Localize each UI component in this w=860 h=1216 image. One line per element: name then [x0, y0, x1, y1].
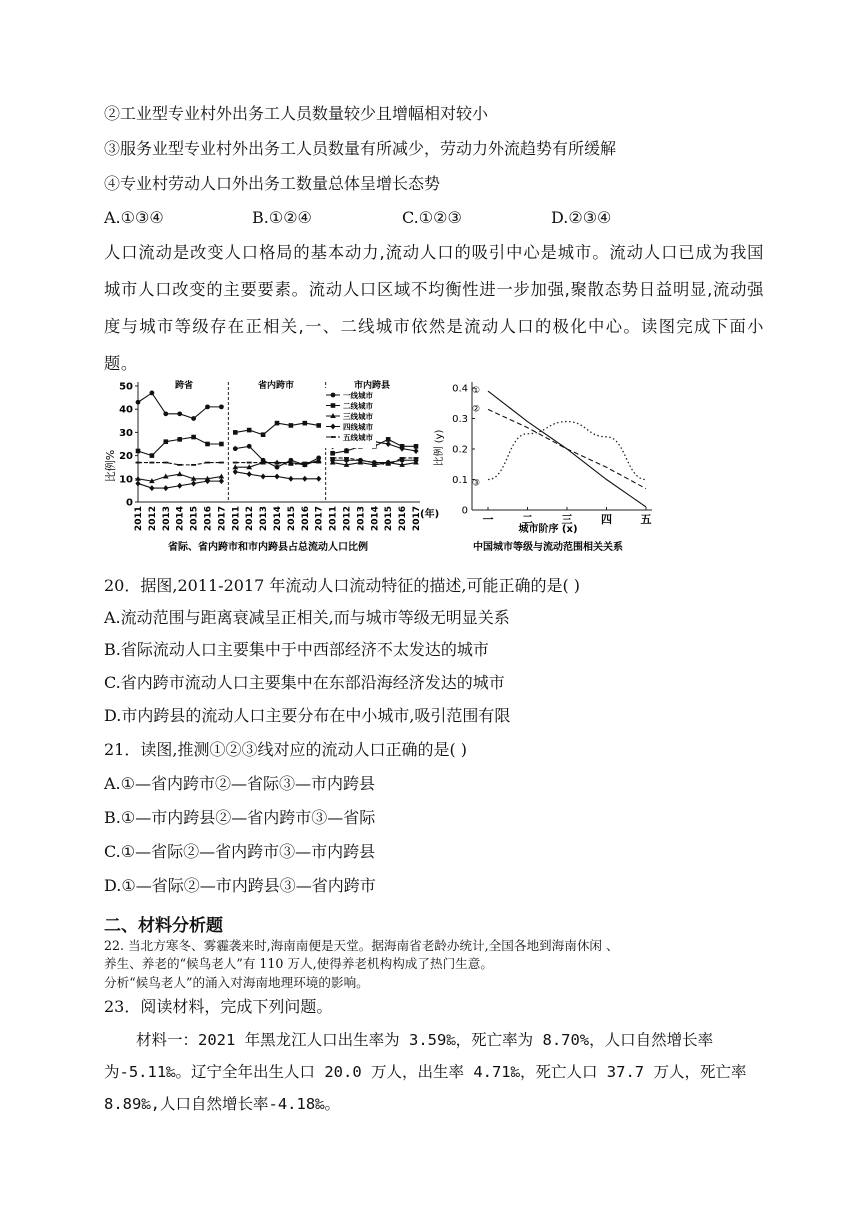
- chart1-xtick-label: 2017: [217, 506, 228, 532]
- chart1-point-5: [205, 462, 210, 464]
- chart1-xtick-label: 2013: [259, 506, 270, 532]
- chart1-xtick-label: 2015: [286, 506, 297, 532]
- chart1-point-1: [136, 400, 141, 405]
- chart1-ytick-label: 10: [119, 474, 133, 486]
- chart1-point-2: [414, 444, 419, 449]
- chart1-section-label-1: 跨省: [174, 381, 194, 391]
- chart2-series-line-3: [488, 422, 646, 480]
- q22-line-2: 养生、养老的“候鸟老人”有 110 万人,使得养老机构构成了热门生意。: [104, 956, 493, 971]
- chart1-point-5: [372, 462, 377, 464]
- chart1-ylabel: 比例%: [104, 449, 117, 483]
- chart1-xtick-label: 2015: [189, 506, 200, 532]
- chart1-point-5: [302, 462, 307, 464]
- chart2-ytick-label: 0.4: [452, 383, 468, 395]
- chart1-point-1: [163, 411, 168, 416]
- chart1-xtick-label: 2012: [147, 506, 158, 532]
- chart1-point-5: [344, 457, 349, 459]
- chart2-series-label-3: ③: [471, 478, 481, 489]
- chart1-point-5: [330, 457, 335, 459]
- q20-option-b[interactable]: B.省际流动人口主要集中于中西部经济不太发达的城市: [104, 640, 489, 659]
- chart2-series-label-1: ①: [471, 386, 481, 397]
- q21-option-a[interactable]: A.①—省内跨市②—省际③—市内跨县: [104, 774, 375, 793]
- q23-stem: 23．阅读材料，完成下列问题。: [104, 997, 333, 1016]
- chart1-point-4: [233, 469, 238, 475]
- chart1-xtick-label: 2016: [203, 506, 214, 532]
- chart1-point-5: [163, 462, 168, 464]
- chart1-ytick-label: 20: [119, 451, 133, 463]
- chart1-point-4: [274, 473, 279, 479]
- chart2-caption: 中国城市等级与流动范围相关关系: [473, 542, 623, 553]
- chart1-point-2: [386, 437, 391, 442]
- q19-statement-2: ②工业型专业村外出务工人员数量较少且增幅相对较小: [104, 104, 489, 123]
- chart1-xtick-label: 2017: [314, 506, 325, 532]
- chart1-point-5: [149, 462, 154, 464]
- chart1-ytick-label: 40: [119, 404, 133, 416]
- chart1-point-4: [219, 478, 224, 484]
- q21-option-d[interactable]: D.①—省际②—市内跨县③—省内跨市: [104, 876, 376, 895]
- chart1-point-3: [135, 476, 141, 481]
- q19-option-c[interactable]: C.①②③: [402, 208, 462, 227]
- q23-material-1: 材料一：2021 年黑龙江人口出生率为 3.59‰，死亡率为 8.70%，人口自然增长率为-5.11‰。辽宁全年出生人口 20.0 万人，出生率 4.71‰，死亡人口 37.7 万人，死亡率 8.89‰,人口自然增长率-4.18‰。: [104, 1031, 747, 1113]
- chart1-ytick-label: 30: [119, 427, 133, 439]
- chart1-point-4: [413, 448, 418, 454]
- chart2-ytick-label: 0.2: [452, 444, 468, 456]
- chart1-legend-label: 五线城市: [343, 433, 373, 442]
- chart1-xtick-label: 2012: [342, 506, 353, 532]
- q19-option-b[interactable]: B.①②④: [252, 208, 312, 227]
- chart1-point-1: [247, 444, 252, 449]
- chart1-point-2: [303, 421, 308, 426]
- chart1-point-2: [233, 430, 238, 435]
- chart1-xtick-label: 2011: [134, 506, 144, 532]
- section2-heading: 二、材料分析题: [104, 916, 223, 936]
- chart2-xtick-label: 二: [522, 513, 533, 526]
- chart1-legend-label: 三线城市: [343, 412, 373, 421]
- chart1-point-4: [191, 480, 196, 486]
- chart1-section-label-2: 省内跨市: [257, 381, 295, 391]
- q20-option-c[interactable]: C.省内跨市流动人口主要集中在东部沿海经济发达的城市: [104, 673, 505, 692]
- chart1-point-1: [205, 404, 210, 409]
- chart1-xtick-label: 2014: [273, 506, 283, 532]
- chart1-point-4: [386, 441, 391, 447]
- chart1-xtick-label: 2014: [370, 506, 381, 532]
- chart2-xtick-label: 四: [601, 513, 612, 526]
- chart1-point-5: [233, 462, 238, 464]
- chart1-legend-label: 一线城市: [343, 391, 373, 400]
- chart1-point-4: [302, 476, 307, 482]
- chart1-point-1: [233, 446, 238, 451]
- chart1-point-4: [149, 485, 154, 491]
- chart2-ytick-label: 0.3: [452, 414, 468, 425]
- chart1-point-5: [288, 464, 293, 466]
- chart1-point-4: [316, 476, 321, 482]
- chart1-point-2: [344, 449, 349, 454]
- chart1-point-4: [288, 476, 293, 482]
- q20-stem: 20．据图,2011-2017 年流动人口流动特征的描述,可能正确的是( ): [104, 576, 581, 595]
- chart1-point-5: [177, 464, 182, 466]
- chart1-point-2: [289, 423, 294, 428]
- chart2-xtick-label: 三: [561, 513, 573, 526]
- chart1-point-1: [191, 416, 196, 421]
- city-rank-range-chart: [432, 376, 662, 556]
- chart1-point-2: [275, 421, 280, 426]
- chart1-xtick-label: 2016: [300, 506, 311, 532]
- chart1-point-3: [177, 471, 183, 476]
- chart1-caption: 省际、省内跨市和市内跨县占总流动人口比例: [168, 542, 368, 553]
- chart1-point-2: [330, 451, 335, 456]
- q19-options: [104, 208, 764, 228]
- chart2-ylabel: 比例 (y): [434, 429, 445, 467]
- chart1-point-5: [191, 464, 196, 466]
- chart1-xtick-label: 2013: [356, 506, 367, 532]
- chart1-xtick-label: 2013: [161, 506, 172, 532]
- q21-option-b[interactable]: B.①—市内跨县②—省内跨市③—省际: [104, 808, 376, 827]
- chart1-point-5: [136, 462, 141, 464]
- chart1-legend-marker: [331, 393, 336, 398]
- chart1-xtick-label: 2011: [231, 506, 242, 532]
- chart1-point-5: [219, 462, 224, 464]
- chart1-point-5: [316, 462, 321, 464]
- q19-statement-4: ④专业村劳动人口外出务工数量总体呈增长态势: [104, 174, 441, 193]
- chart1-legend-marker: [331, 436, 336, 438]
- chart2-ytick-label: 0: [461, 505, 468, 517]
- chart1-xtick-label: 2015: [384, 506, 395, 532]
- chart1-point-4: [163, 485, 168, 491]
- q21-option-c[interactable]: C.①—省际②—省内跨市③—市内跨县: [104, 842, 376, 861]
- chart1-section-label-3: 市内跨县: [353, 381, 391, 391]
- q20-option-d[interactable]: D.市内跨县的流动人口主要分布在中小城市,吸引范围有限: [104, 706, 511, 725]
- chart1-point-2: [164, 439, 169, 444]
- chart1-point-2: [177, 437, 182, 442]
- chart2-series-label-2: ②: [471, 404, 481, 415]
- chart1-point-5: [261, 462, 266, 464]
- chart1-point-4: [247, 471, 252, 477]
- q22-line-1: 22. 当北方寒冬、雾霾袭来时,海南南便是天堂。据海南省老龄办统计,全国各地到海南休闲 、: [104, 938, 619, 953]
- chart1-legend-marker: [331, 403, 336, 408]
- chart1-xtick-label: 2014: [175, 506, 186, 532]
- chart1-legend-label: 二线城市: [343, 401, 373, 411]
- chart1-point-2: [261, 432, 266, 437]
- chart1-ytick-label: 0: [126, 497, 133, 509]
- chart1-point-2: [316, 423, 321, 428]
- chart1-point-5: [358, 459, 363, 461]
- chart1-legend-label: 四线城市: [343, 422, 373, 432]
- chart1-ytick-label: 50: [119, 381, 133, 393]
- chart1-point-5: [386, 464, 391, 466]
- chart1-point-4: [261, 473, 266, 479]
- chart1-point-5: [400, 457, 405, 459]
- chart1-point-2: [136, 449, 141, 454]
- chart1-point-5: [275, 462, 280, 464]
- q19-option-d[interactable]: D.②③④: [551, 208, 612, 227]
- chart1-xtick-label: 2017: [412, 506, 422, 532]
- q20-option-a[interactable]: A.流动范围与距离衰减呈正相关,而与城市等级无明显关系: [104, 608, 510, 627]
- q22-line-3: 分析“候鸟老人”的涌入对海南地理环境的影响。: [104, 975, 369, 990]
- chart1-point-3: [219, 473, 225, 478]
- chart1-xtick-label: 2016: [398, 506, 409, 532]
- q19-statement-3: ③服务业型专业村外出务工人员数量有所减少，劳动力外流趋势有所缓解: [104, 139, 617, 158]
- chart1-point-2: [219, 442, 224, 447]
- chart1-point-4: [135, 480, 140, 486]
- chart1-point-1: [275, 465, 280, 470]
- chart1-xtick-label: 2011: [328, 506, 339, 532]
- chart1-point-5: [247, 462, 252, 464]
- chart2-xtick-label: 一: [482, 513, 494, 526]
- chart1-point-2: [150, 453, 155, 458]
- chart1-point-1: [150, 391, 155, 396]
- chart1-xtick-label: 2012: [245, 506, 256, 532]
- chart1-xunit: (年): [420, 509, 440, 520]
- chart1-point-2: [247, 428, 252, 433]
- chart1-point-5: [414, 457, 419, 459]
- chart2-xlabel: 城市阶序 (x): [518, 524, 578, 535]
- chart1-point-1: [219, 404, 224, 409]
- chart1-point-2: [205, 442, 210, 447]
- intro-paragraph: 人口流动是改变人口格局的基本动力,流动人口的吸引中心是城市。流动人口已成为我国城市人口改变的主要要素。流动人口区域不均衡性进一步加强,聚散态势日益明显,流动强度与城市等级存在正相关,一、二线城市依然是流动人口的极化中心。读图完成下面小题。: [104, 243, 764, 373]
- q19-option-a[interactable]: A.①③④: [104, 208, 164, 227]
- chart1-point-4: [177, 483, 182, 489]
- q21-stem: 21．读图,推测①②③线对应的流动人口正确的是( ): [104, 740, 468, 759]
- chart1-point-1: [177, 411, 182, 416]
- chart1-point-2: [191, 435, 196, 440]
- chart2-ytick-label: 0.1: [452, 475, 468, 486]
- chart2-xtick-label: 五: [640, 513, 652, 526]
